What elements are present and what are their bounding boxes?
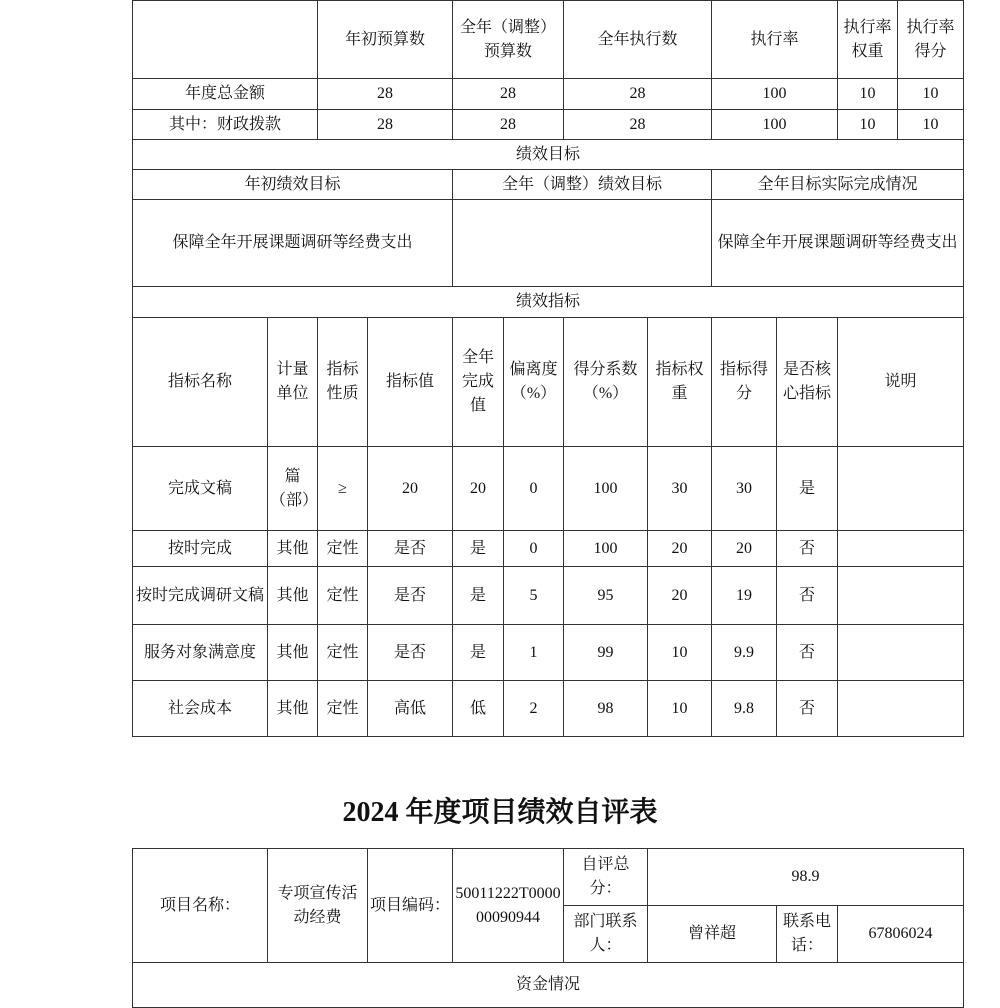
cell-text: 按时完成调研文稿 [135,586,264,604]
indicator-cell [452,530,504,567]
project-code-label [367,848,453,963]
cell-text: 20 [671,539,688,557]
cell-text: 是 [469,539,486,557]
cell-text: 其他 [276,586,309,604]
cell-text: 20 [402,479,418,497]
cell-text: 高低 [393,699,426,717]
indicator-cell [503,530,564,567]
cell-text: 是 [469,586,486,604]
indicator-header-cell [452,317,504,447]
indicator-header-cell [367,317,453,447]
cell-text: 绩效目标 [515,145,580,163]
cell-text: 是否 [393,586,426,604]
indicator-cell [711,446,777,531]
cell-text: 保障全年开展课题调研等经费支出 [172,234,413,251]
indicator-cell [452,446,504,531]
cell-text: 其中：财政拨款 [168,115,281,133]
budget-cell [132,109,318,140]
cell-text: 服务对象满意度 [143,643,256,661]
indicator-cell [647,446,712,531]
cell-text: 5 [529,586,538,604]
cell-text: 年初预算数 [344,30,425,48]
cell-text: 100 [593,479,618,497]
indicator-cell [837,446,964,531]
goals-section-header [132,139,964,170]
indicator-header-cell [647,317,712,447]
indicator-cell [267,530,318,567]
indicator-cell [837,680,964,737]
budget-cell [452,78,564,110]
budget-cell [317,78,453,110]
cell-text: 年度总金额 [184,85,265,102]
cell-text: 20 [470,479,486,497]
indicator-cell [267,624,318,681]
goal-value-cell [711,199,964,287]
indicator-cell [647,680,712,737]
cell-text: 20 [671,586,688,604]
cell-text: 偏离度（%） [509,361,558,402]
cell-text: 项目编码： [370,896,451,914]
cell-text: 50011222T000000090944 [455,884,561,926]
indicator-cell [776,680,838,737]
indicator-header-cell [711,317,777,447]
cell-text: 0 [529,479,538,497]
indicator-cell [647,624,712,681]
project-code [452,848,564,963]
cell-text: 全年执行数 [597,30,678,48]
indicator-cell [367,530,453,567]
budget-cell [317,109,453,140]
budget-cell [711,109,838,140]
cell-text: 1 [529,643,538,661]
indicator-cell [267,446,318,531]
cell-text: 自评总分： [581,856,630,897]
cell-text: 98.9 [791,868,820,885]
indicator-cell [776,530,838,567]
score-label [563,848,648,906]
cell-text: 定性 [326,586,359,604]
cell-text: 按时完成 [167,539,232,557]
cell-text: 其他 [276,699,309,717]
cell-text: 其他 [276,643,309,661]
cell-text: 9.8 [734,699,754,717]
indicator-cell [452,624,504,681]
budget-header-cell [317,0,453,79]
cell-text: 执行率权重 [843,18,892,60]
budget-cell [897,78,964,110]
indicator-cell [711,566,777,625]
cell-text: 95 [597,586,614,604]
indicator-cell [132,530,268,567]
indicator-header-cell [317,317,368,447]
indicator-cell [776,624,838,681]
indicator-cell [452,566,504,625]
cell-text: 指标权重 [655,361,704,402]
cell-text: 28 [377,115,393,133]
cell-text: 28 [629,115,646,133]
indicator-cell [711,624,777,681]
indicator-cell [317,566,368,625]
budget-header-cell [132,0,318,79]
indicator-cell [132,446,268,531]
indicator-cell [563,446,648,531]
cell-text: 部门联系人： [573,913,638,954]
indicator-cell [776,566,838,625]
cell-text: 项目名称： [159,896,240,914]
indicator-cell [452,680,504,737]
cell-text: 是否 [393,643,426,661]
indicator-header-cell [837,317,964,447]
goal-value-cell [452,199,712,287]
indicator-header-cell [503,317,564,447]
goal-value-cell [132,199,453,287]
page-title: 2024 年度项目绩效自评表 [342,797,658,828]
cell-text: 全年目标实际完成情况 [757,175,918,193]
cell-text: 得分系数（%） [573,361,638,402]
cell-text: 计量单位 [276,361,309,402]
budget-cell [563,109,712,140]
cell-text: 10 [671,643,688,661]
cell-text: 否 [798,699,815,717]
indicator-cell [837,530,964,567]
cell-text: 10 [922,85,939,102]
cell-text: 10 [859,115,876,133]
budget-cell [132,78,318,110]
cell-text: 曾祥超 [687,925,736,942]
cell-text: 是 [798,479,815,497]
indicator-cell [503,680,564,737]
indicator-cell [132,624,268,681]
indicator-cell [563,566,648,625]
budget-cell [563,78,712,110]
goal-header-cell [711,169,964,200]
cell-text: 指标名称 [167,373,232,390]
cell-text: 28 [629,85,646,102]
budget-header-cell [563,0,712,79]
cell-text: 28 [500,85,516,102]
indicator-cell [317,446,368,531]
cell-text: 定性 [326,539,359,557]
cell-text: 是 [469,643,486,661]
cell-text: 100 [762,85,787,102]
cell-text: 28 [377,85,393,102]
budget-cell [897,109,964,140]
indicator-header-cell [776,317,838,447]
cell-text: 定性 [326,699,359,717]
cell-text: 99 [597,643,614,661]
cell-text: 是否 [393,539,426,557]
indicator-header-cell [132,317,268,447]
indicator-cell [837,566,964,625]
cell-text: 执行率得分 [906,18,955,60]
cell-text: 100 [593,539,618,557]
project-name-label [132,848,268,963]
cell-text: 篇（部） [270,467,319,509]
cell-text: 年初绩效目标 [244,175,341,193]
indicator-cell [776,446,838,531]
indicator-cell [367,566,453,625]
contact-name [647,905,777,963]
indicator-cell [317,624,368,681]
indicator-cell [503,446,564,531]
cell-text: 19 [736,586,752,604]
cell-text: 保障全年开展课题调研等经费支出 [717,234,958,251]
cell-text: 社会成本 [167,699,232,717]
cell-text: 10 [859,85,876,102]
indicator-cell [367,446,453,531]
budget-cell [452,109,564,140]
cell-text: 全年（调整）预算数 [459,18,556,60]
cell-text: 30 [736,479,752,497]
phone-label [776,905,838,963]
cell-text: 2 [529,699,538,717]
score-value [647,848,964,906]
budget-header-cell [897,0,964,79]
cell-text: 9.9 [734,643,754,661]
indicator-cell [317,680,368,737]
cell-text: 全年（调整）绩效目标 [501,175,662,193]
indicator-cell [317,530,368,567]
cell-text: 指标值 [385,373,434,390]
indicator-cell [563,530,648,567]
cell-text: 指标得分 [719,361,768,402]
cell-text: 完成文稿 [167,479,232,497]
indicator-cell [267,566,318,625]
funds-section-header [132,962,964,1008]
indicator-cell [563,624,648,681]
cell-text: 资金情况 [515,976,580,993]
indicator-cell [503,624,564,681]
cell-text: 28 [500,115,516,133]
cell-text: 执行率 [750,30,799,48]
goal-header-cell [452,169,712,200]
indicator-cell [267,680,318,737]
phone-value [837,905,964,963]
indicator-cell [132,680,268,737]
cell-text: 其他 [276,539,309,557]
cell-text: 否 [798,539,815,557]
indicator-cell [711,680,777,737]
cell-text: 100 [762,115,787,133]
cell-text: 绩效指标 [515,293,580,310]
cell-text: 67806024 [868,925,933,942]
budget-header-cell [837,0,898,79]
cell-text: 指标性质 [326,361,359,402]
cell-text: 10 [922,115,939,133]
cell-text: 否 [798,586,815,604]
budget-cell [711,78,838,110]
indicator-header-cell [267,317,318,447]
cell-text: 说明 [884,373,917,390]
cell-text: 0 [529,539,538,557]
budget-cell [837,109,898,140]
cell-text: 30 [671,479,688,497]
cell-text: 98 [597,699,614,717]
project-name [267,848,368,963]
indicator-cell [563,680,648,737]
indicator-cell [837,624,964,681]
indicator-cell [367,680,453,737]
cell-text: 专项宣传活动经费 [277,884,358,926]
budget-header-cell [711,0,838,79]
goal-header-cell [132,169,453,200]
indicator-cell [711,530,777,567]
cell-text: 是否核心指标 [782,361,831,402]
cell-text: 定性 [326,643,359,661]
cell-text: 20 [736,539,752,557]
indicator-cell [647,566,712,625]
cell-text: 低 [469,699,486,717]
indicator-cell [367,624,453,681]
cell-text: 10 [671,699,688,717]
indicator-header-cell [563,317,648,447]
cell-text: 否 [798,643,815,661]
cell-text: 联系电话： [782,913,831,954]
budget-cell [837,78,898,110]
contact-label [563,905,648,963]
cell-text: ≥ [338,479,347,497]
indicators-section-header [132,286,964,318]
indicator-cell [647,530,712,567]
indicator-cell [132,566,268,625]
indicator-cell [503,566,564,625]
cell-text: 全年完成值 [461,349,494,414]
budget-header-cell [452,0,564,79]
